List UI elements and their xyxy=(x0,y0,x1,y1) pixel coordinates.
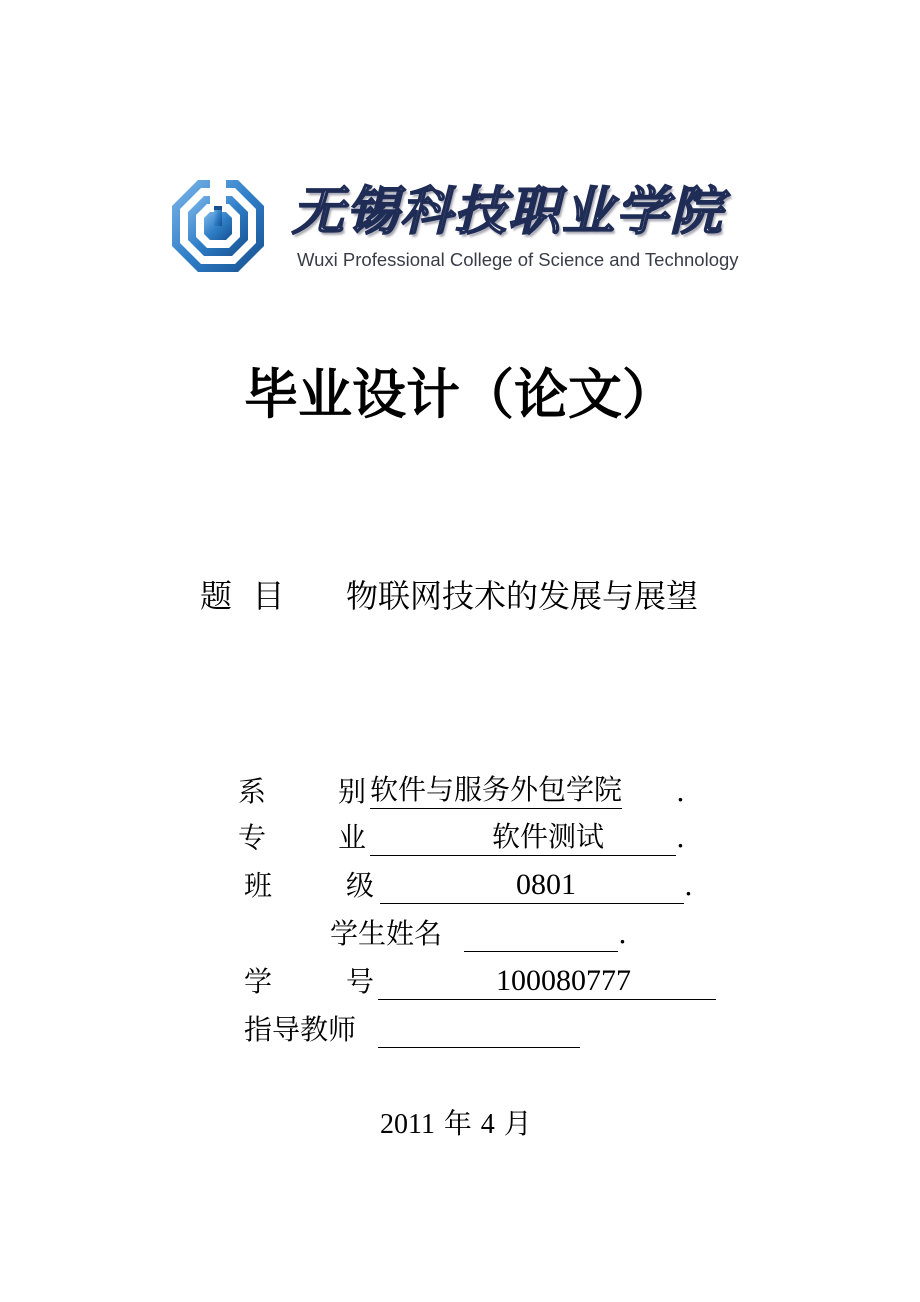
date-year-unit: 年 xyxy=(443,1107,472,1140)
student-id-label-2: 号 xyxy=(346,965,375,998)
student-id-field xyxy=(378,962,716,1000)
class-label-2: 级 xyxy=(346,869,375,902)
student-id-value: 100080777 xyxy=(496,964,631,997)
department-row xyxy=(0,772,920,812)
date xyxy=(380,1104,532,1145)
college-name-en: Wuxi Professional College of Science and Technology xyxy=(297,249,739,270)
student-name-row xyxy=(0,914,920,954)
page-title: 毕业设计（论文） xyxy=(244,363,676,426)
major-field xyxy=(370,818,676,856)
major-value: 软件测试 xyxy=(492,820,605,853)
department-label-2: 别 xyxy=(338,775,367,808)
class-value: 0801 xyxy=(516,868,576,901)
date-year: 2011 xyxy=(380,1109,435,1140)
student-name-label: 学生姓名 xyxy=(330,917,443,950)
class-row xyxy=(0,866,920,906)
class-label-1: 班 xyxy=(244,869,273,902)
major-label-2: 业 xyxy=(338,821,367,854)
class-field xyxy=(380,866,684,904)
college-emblem-icon xyxy=(168,176,268,276)
student-name-suffix: . xyxy=(618,917,627,950)
department-label-1: 系 xyxy=(238,775,267,808)
date-month-unit: 月 xyxy=(503,1107,532,1140)
major-suffix: . xyxy=(676,821,685,854)
department-suffix: . xyxy=(676,775,685,808)
topic-value: 物联网技术的发展与展望 xyxy=(346,577,699,615)
student-id-row xyxy=(0,962,920,1002)
advisor-row xyxy=(0,1010,920,1050)
advisor-field xyxy=(378,1010,580,1048)
major-row xyxy=(0,818,920,858)
student-id-label-1: 学 xyxy=(244,965,273,998)
topic-label: 题 目 xyxy=(200,577,285,615)
college-name-cn: 无锡科技职业学院 xyxy=(292,181,725,242)
advisor-label: 指导教师 xyxy=(244,1013,357,1046)
student-name-field xyxy=(464,914,618,952)
department-value: 软件与服务外包学院 xyxy=(370,772,622,809)
class-suffix: . xyxy=(684,869,693,902)
major-label-1: 专 xyxy=(238,821,267,854)
date-month: 4 xyxy=(480,1109,495,1140)
